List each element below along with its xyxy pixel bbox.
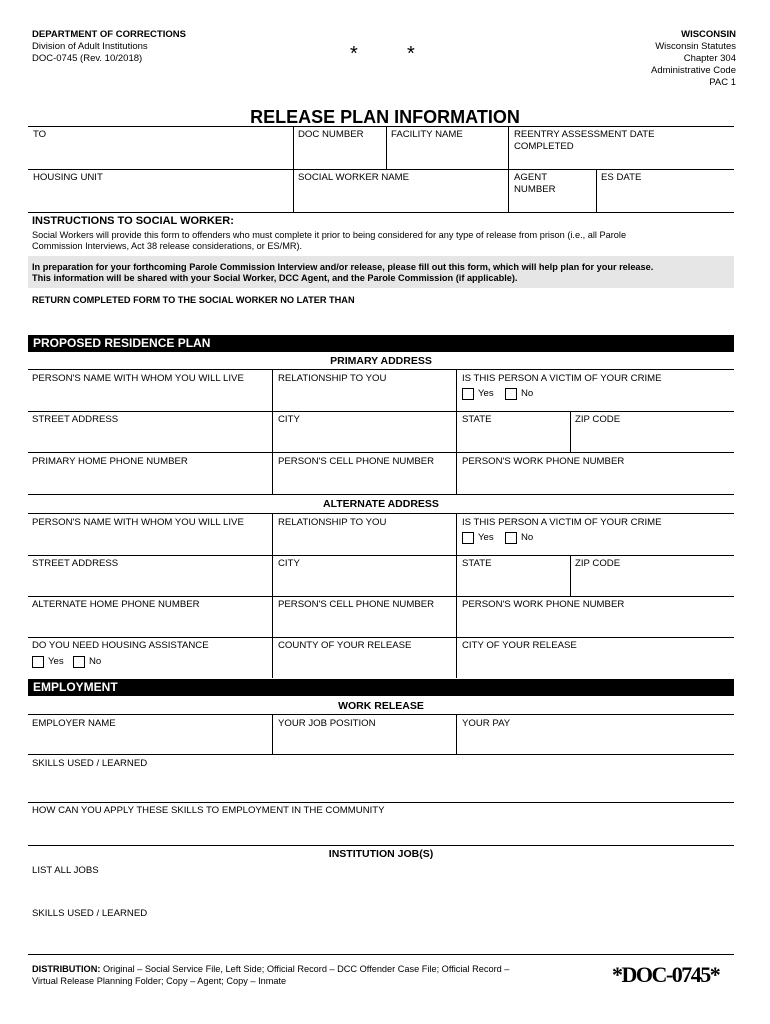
primary-victim-no-checkbox[interactable] [505,388,533,401]
divider [28,845,734,846]
admin-code: Administrative Code [650,65,736,76]
city-of-release-field[interactable]: CITY OF YOUR RELEASE [462,640,577,651]
reentry-date-field[interactable]: REENTRY ASSESSMENT DATE [514,129,655,140]
barcode: *DOC-0745* [612,962,720,987]
primary-state-field[interactable]: STATE [462,414,492,425]
primary-cell-phone-field[interactable]: PERSON'S CELL PHONE NUMBER [278,456,435,467]
checkbox-icon [32,656,44,668]
residence-section-heading: PROPOSED RESIDENCE PLAN [28,335,734,352]
checkbox-icon [462,388,474,400]
asterisk-right: * [407,43,415,65]
divider [28,714,734,715]
reentry-date-label-2: COMPLETED [514,141,574,152]
alternate-state-field[interactable]: STATE [462,558,492,569]
divider [28,169,734,170]
checkbox-label: Yes [478,388,494,399]
pac: PAC 1 [709,77,736,88]
work-release-heading: WORK RELEASE [338,700,424,712]
divider [272,513,273,678]
divider [508,126,509,212]
alternate-address-heading: ALTERNATE ADDRESS [323,498,439,510]
alternate-home-phone-field[interactable]: ALTERNATE HOME PHONE NUMBER [32,599,200,610]
alternate-person-name-field[interactable]: PERSON'S NAME WITH WHOM YOU WILL LIVE [32,517,244,528]
chapter: Chapter 304 [683,53,736,64]
divider [386,126,387,169]
asterisk-left: * [350,43,358,65]
alternate-cell-phone-field[interactable]: PERSON'S CELL PHONE NUMBER [278,599,435,610]
distribution-text-1: Original – Social Service File, Left Side; Official Record – DCC Offender Case File; Official Record – [102,964,510,974]
agent-number-field[interactable]: AGENT [514,172,548,183]
instructions-text-1: Social Workers will provide this form to offenders who must complete it prior to being considered for any type of release from prison (i.e., all Parole [32,230,627,240]
alternate-relationship-field[interactable]: RELATIONSHIP TO YOU [278,517,387,528]
alternate-work-phone-field[interactable]: PERSON'S WORK PHONE NUMBER [462,599,625,610]
primary-home-phone-field[interactable]: PRIMARY HOME PHONE NUMBER [32,456,188,467]
page-title: RELEASE PLAN INFORMATION [250,107,520,127]
job-position-field[interactable]: YOUR JOB POSITION [278,718,376,729]
divider [570,411,571,452]
divider [28,411,734,412]
division-name: Division of Adult Institutions [32,41,148,52]
instructions-bold-2: This information will be shared with your Social Worker, DCC Agent, and the Parole Commission (if applicable). [32,273,518,283]
primary-street-field[interactable]: STREET ADDRESS [32,414,119,425]
divider [28,954,734,955]
es-date-field[interactable]: ES DATE [601,172,642,183]
divider [456,369,457,494]
department-name: DEPARTMENT OF CORRECTIONS [32,29,186,40]
alternate-victim-yes-checkbox[interactable] [462,532,494,545]
instructions-heading: INSTRUCTIONS TO SOCIAL WORKER: [32,215,234,227]
primary-victim-question: IS THIS PERSON A VICTIM OF YOUR CRIME [462,373,662,384]
housing-unit-field[interactable]: HOUSING UNIT [33,172,103,183]
divider [293,126,294,212]
employer-name-field[interactable]: EMPLOYER NAME [32,718,116,729]
divider [570,555,571,596]
checkbox-icon [462,532,474,544]
distribution-label: DISTRIBUTION: [32,964,101,974]
alternate-street-field[interactable]: STREET ADDRESS [32,558,119,569]
divider [272,714,273,754]
divider [28,452,734,453]
divider [28,212,734,213]
facility-name-field[interactable]: FACILITY NAME [391,129,463,140]
divider [28,754,734,755]
alternate-city-field[interactable]: CITY [278,558,300,569]
divider [28,494,734,495]
checkbox-label: No [89,656,102,667]
checkbox-icon [505,388,517,400]
list-jobs-field[interactable]: LIST ALL JOBS [32,865,99,876]
distribution-line-1 [32,964,509,975]
checkbox-icon [505,532,517,544]
divider [28,802,734,803]
housing-assistance-yes-checkbox[interactable] [32,656,64,669]
checkbox-icon [73,656,85,668]
housing-assistance-no-checkbox[interactable] [73,656,101,669]
primary-zip-field[interactable]: ZIP CODE [575,414,621,425]
to-field[interactable]: TO [33,129,47,140]
agent-number-label-2: NUMBER [514,184,556,195]
doc-number-field[interactable]: DOC NUMBER [298,129,364,140]
apply-skills-field[interactable]: HOW CAN YOU APPLY THESE SKILLS TO EMPLOYMENT IN THE COMMUNITY [32,805,385,816]
return-deadline-label: RETURN COMPLETED FORM TO THE SOCIAL WORKER NO LATER THAN [32,295,355,305]
instructions-bold-1: In preparation for your forthcoming Parole Commission Interview and/or release, please fill out this form, which will help plan for your release. [32,262,654,272]
institution-jobs-heading: INSTITUTION JOB(S) [328,848,434,860]
primary-victim-yes-checkbox[interactable] [462,388,494,401]
checkbox-label: Yes [478,532,494,543]
primary-address-heading: PRIMARY ADDRESS [330,355,432,367]
checkbox-label: No [521,388,534,399]
alternate-victim-no-checkbox[interactable] [505,532,533,545]
checkbox-label: Yes [48,656,64,667]
housing-assistance-question: DO YOU NEED HOUSING ASSISTANCE [32,640,209,651]
social-worker-name-field[interactable]: SOCIAL WORKER NAME [298,172,410,183]
statutes: Wisconsin Statutes [655,41,736,52]
divider [28,555,734,556]
divider [272,369,273,494]
divider [456,513,457,678]
alternate-zip-field[interactable]: ZIP CODE [575,558,621,569]
form-number: DOC-0745 (Rev. 10/2018) [32,53,143,64]
pay-field[interactable]: YOUR PAY [462,718,511,729]
institution-skills-field[interactable]: SKILLS USED / LEARNED [32,908,148,919]
instructions-text-2: Commission Interviews, Act 38 release considerations, or ES/MR). [32,241,303,251]
distribution-text-2: Virtual Release Planning Folder; Copy – Agent; Copy – Inmate [32,976,287,986]
employment-section-heading: EMPLOYMENT [28,679,734,696]
divider [596,169,597,212]
divider [28,369,734,370]
primary-relationship-field[interactable]: RELATIONSHIP TO YOU [278,373,387,384]
alternate-victim-question: IS THIS PERSON A VICTIM OF YOUR CRIME [462,517,662,528]
divider [456,714,457,754]
divider [28,637,734,638]
county-of-release-field[interactable]: COUNTY OF YOUR RELEASE [278,640,412,651]
primary-work-phone-field[interactable]: PERSON'S WORK PHONE NUMBER [462,456,625,467]
work-release-skills-field[interactable]: SKILLS USED / LEARNED [32,758,148,769]
checkbox-label: No [521,532,534,543]
state-name: WISCONSIN [681,29,736,40]
divider [28,126,734,127]
divider [28,513,734,514]
primary-person-name-field[interactable]: PERSON'S NAME WITH WHOM YOU WILL LIVE [32,373,244,384]
primary-city-field[interactable]: CITY [278,414,300,425]
divider [28,596,734,597]
